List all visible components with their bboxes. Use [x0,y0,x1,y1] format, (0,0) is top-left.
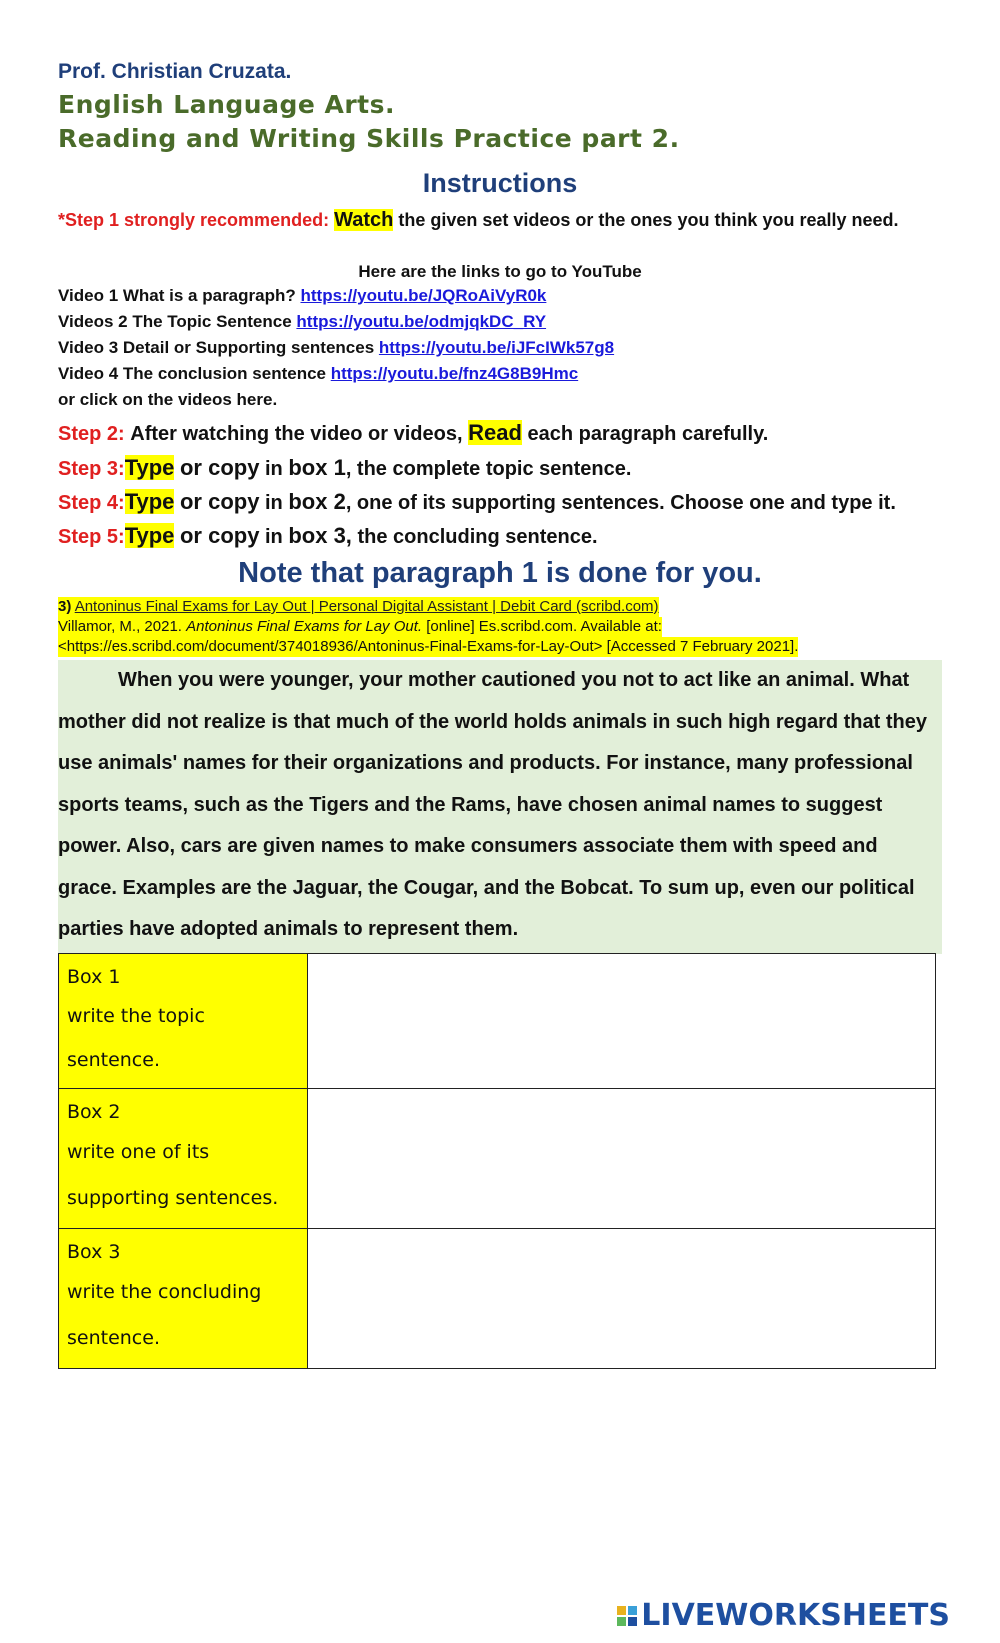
step-1-verb: Watch [334,209,394,231]
box-3-prompt: write the concluding sentence. [67,1281,262,1349]
video-3-line [58,338,614,358]
step-4-mid2: in [265,492,283,514]
note-heading: Note that paragraph 1 is done for you. [238,557,762,589]
video-4-label: Video 4 The conclusion sentence [58,364,326,383]
logo-mark-icon [617,1606,637,1626]
video-1-label: Video 1 What is a paragraph? [58,286,296,305]
step-4-mid1: or copy [179,489,260,514]
step-1-label: *Step 1 strongly recommended: [58,210,330,230]
citation-rest: [online] Es.scribd.com. Available at: [426,618,662,635]
step-3-verb: Type [124,455,175,480]
step-5-mid1: or copy [179,523,260,548]
box-3-label-cell [59,1229,308,1369]
step-3-post: , the complete topic sentence. [345,458,632,480]
citation-author: Villamor, M., 2021. [58,618,182,635]
step-5 [58,523,598,549]
paragraph-text: When you were younger, your mother cautioned you not to act like an animal. What mother did not realize is that much of the world holds animals in such high regard that they use animals' names for their organizations and products. For instance, many professional sports teams, such as the Tigers and the Rams, have chosen animal names to suggest power. Also, cars are given names to make consumers associate them with speed and grace. Examples are the Jaguar, the Cougar, and the Bobcat. To sum up, even our political parties have adopted animals to represent them. [58,669,927,940]
box-3-title: Box 3 [67,1241,121,1263]
step-1 [58,207,938,234]
step-5-mid2: in [265,526,283,548]
step-5-box: box 3, [288,523,352,548]
step-3 [58,455,631,481]
author-name: Prof. Christian Cruzata. [58,60,292,83]
step-2 [58,420,768,446]
citation-url: <https://es.scribd.com/document/374018936/Antoninus-Final-Exams-for-Lay-Out> [Accessed 7 February 2021]. [58,638,799,655]
step-3-box: box 1 [288,455,346,480]
video-2-line [58,312,546,332]
step-4-verb: Type [124,489,175,514]
step-3-mid1: or copy [179,455,260,480]
video-3-link[interactable]: https://youtu.be/iJFcIWk57g8 [378,338,615,357]
step-5-post: the concluding sentence. [357,526,598,548]
step-1-text: the given set videos or the ones you think you really need. [398,210,899,230]
table-row [59,1089,936,1229]
step-4 [58,489,896,515]
answer-table [58,953,936,1369]
subject-title: English Language Arts. [58,90,396,119]
box-1-prompt: write the topic sentence. [67,1005,205,1071]
video-2-link[interactable]: https://youtu.be/odmjqkDC_RY [296,312,547,331]
step-2-pre: After watching the video or videos, [130,423,463,445]
step-3-mid2: in [265,458,283,480]
step-4-box: box 2 [288,489,346,514]
step-3-label: Step 3: [58,458,125,480]
video-1-line [58,286,546,306]
videos-note: or click on the videos here. [58,390,278,409]
logo-text: LIVEWORKSHEETS [641,1598,950,1633]
video-2-label: Videos 2 The Topic Sentence [58,312,292,331]
step-4-label: Step 4: [58,492,125,514]
video-1-link[interactable]: https://youtu.be/JQRoAiVyR0k [300,286,547,305]
citation-number: 3) [58,598,72,615]
citation-title: Antoninus Final Exams for Lay Out. [186,618,423,635]
video-4-line [58,364,578,384]
table-row [59,954,936,1089]
citation-link[interactable]: Antoninus Final Exams for Lay Out | Personal Digital Assistant | Debit Card (scribd.com) [74,598,659,615]
links-heading: Here are the links to go to YouTube [358,262,642,281]
citation-link-line [58,597,659,617]
step-2-verb: Read [468,420,522,445]
reading-paragraph [58,660,942,954]
video-3-label: Video 3 Detail or Supporting sentences [58,338,375,357]
table-row [59,1229,936,1369]
box-1-label-cell [59,954,308,1089]
citation-reference [58,617,662,637]
box-3-answer-field[interactable] [308,1229,936,1369]
step-5-label: Step 5: [58,526,125,548]
step-5-verb: Type [124,523,175,548]
step-4-post: , one of its supporting sentences. Choose one and type it. [345,492,896,514]
box-1-answer-field[interactable] [308,954,936,1089]
box-2-answer-field[interactable] [308,1089,936,1229]
worksheet-title: Reading and Writing Skills Practice part 2. [58,124,680,153]
liveworksheets-logo [617,1598,950,1633]
box-1-title: Box 1 [67,966,121,988]
box-2-prompt: write one of its supporting sentences. [67,1141,279,1209]
box-2-title: Box 2 [67,1101,121,1123]
step-2-label: Step 2: [58,423,125,445]
instructions-heading: Instructions [422,168,578,198]
video-4-link[interactable]: https://youtu.be/fnz4G8B9Hmc [330,364,579,383]
step-2-post: each paragraph carefully. [527,423,769,445]
box-2-label-cell [59,1089,308,1229]
